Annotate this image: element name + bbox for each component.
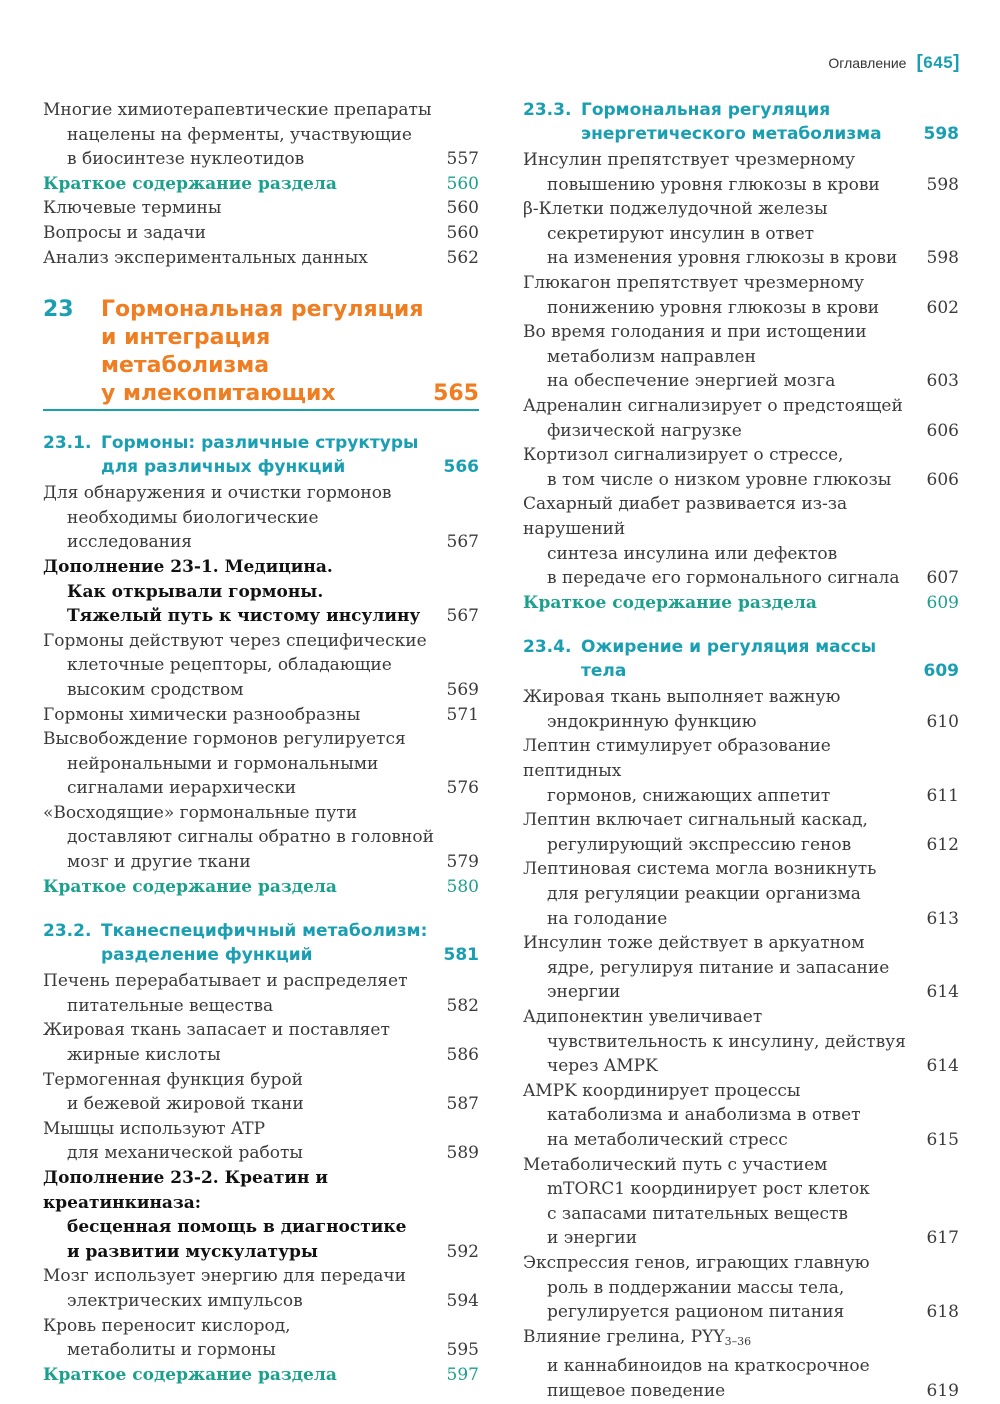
section-heading[interactable] <box>43 919 479 967</box>
toc-entry-line: пищевое поведение <box>547 1380 726 1401</box>
toc-entry-line: Метаболический путь с участием <box>523 1154 828 1175</box>
toc-entry-line: mTORC1 координирует рост клеток <box>547 1179 870 1200</box>
toc-entry-line: Инсулин препятствует чрезмерному <box>523 150 856 170</box>
toc-entry-line: Сахарный диабет развивается из-за нарушений <box>523 494 848 539</box>
toc-entry-line: метаболиты и гормоны <box>67 1340 276 1361</box>
toc-entry-line: ядре, регулируя питание и запасание <box>547 957 890 978</box>
section-title-line: Тканеспецифичный метаболизм: <box>101 921 428 942</box>
toc-entry-line: энергии <box>547 982 621 1003</box>
toc-entry[interactable] <box>43 801 479 875</box>
toc-page-number: 586 <box>446 1045 479 1066</box>
toc-page-number: 582 <box>446 995 479 1016</box>
section-page-number: 598 <box>923 124 959 144</box>
toc-entry-line: и развитии мускулатуры <box>67 1241 318 1262</box>
toc-entry-line: через AMPK <box>547 1056 658 1077</box>
toc-page-number: 562 <box>446 247 479 268</box>
toc-entry-line: гормонов, снижающих аппетит <box>547 785 831 806</box>
toc-entry-line: необходимы биологические исследования <box>67 507 319 553</box>
toc-entry-line: бесценная помощь в диагностике <box>67 1217 407 1238</box>
toc-entry-line: Дополнение 23-1. Медицина. <box>43 556 333 577</box>
toc-entry-line: Экспрессия генов, играющих главную <box>523 1252 870 1273</box>
toc-entry-text: Влияние грелина, PYY <box>523 1326 725 1347</box>
toc-entry[interactable] <box>523 931 959 1005</box>
toc-entry-line: в передаче его гормонального сигнала <box>547 568 900 589</box>
chapter-heading[interactable] <box>43 296 479 411</box>
toc-entry-line: Краткое содержание раздела <box>523 592 817 613</box>
toc-entry-line: Кровь переносит кислород, <box>43 1315 291 1336</box>
toc-entry-line: и бежевой жировой ткани <box>67 1094 304 1115</box>
toc-entry[interactable] <box>523 1251 959 1325</box>
toc-entry[interactable] <box>523 443 959 492</box>
toc-entry[interactable] <box>43 1117 479 1166</box>
toc-entry-line: катаболизма и анаболизма в ответ <box>547 1105 861 1126</box>
section-number: 23.2. <box>43 921 92 942</box>
subscript-text: 3–36 <box>724 1334 752 1348</box>
toc-entry-line: в том числе о низком уровне глюкозы <box>547 469 892 490</box>
toc-entry-line: питательные вещества <box>67 995 274 1016</box>
toc-entry-line: метаболизм направлен <box>547 346 756 367</box>
section-title-line: Ожирение и регуляция массы тела <box>581 637 877 682</box>
toc-entry[interactable] <box>523 808 959 857</box>
toc-entry-line: Инсулин тоже действует в аркуатном <box>523 933 865 954</box>
toc-page-number: 560 <box>446 222 479 243</box>
toc-entry-line: роль в поддержании массы тела, <box>547 1277 845 1298</box>
section-page-number: 566 <box>443 457 479 478</box>
toc-page-number: 603 <box>926 371 959 392</box>
chapter-title-line: Гормональная регуляция <box>101 297 424 323</box>
section-title-line: энергетического метаболизма <box>581 124 882 144</box>
toc-page-number: 613 <box>926 908 959 929</box>
section-number: 23.4. <box>523 637 572 658</box>
toc-page-number: 612 <box>926 834 959 855</box>
toc-entry-line: Во время голодания и при истощении <box>523 322 867 343</box>
toc-entry-line: Мышцы используют ATP <box>43 1118 266 1139</box>
toc-entry-line: Краткое содержание раздела <box>43 1364 337 1385</box>
toc-entry-summary[interactable] <box>43 875 479 900</box>
toc-page-number: 594 <box>446 1290 479 1311</box>
toc-entry-line <box>523 1325 921 1355</box>
toc-right-column <box>523 98 959 1404</box>
running-head <box>828 52 960 74</box>
section-number: 23.1. <box>43 433 92 454</box>
toc-entry-line: и энергии <box>547 1228 638 1249</box>
toc-entry[interactable] <box>43 629 479 703</box>
toc-page-number: 598 <box>926 174 959 195</box>
chapter-title-line: и интеграция метаболизма <box>101 325 271 379</box>
toc-entry-line: Для обнаружения и очистки гормонов <box>43 483 392 504</box>
toc-entry-line: для регуляции реакции организма <box>547 884 861 905</box>
toc-entry-line: в биосинтезе нуклеотидов <box>67 149 305 170</box>
section-title-line: Гормоны: различные структуры <box>101 433 419 454</box>
toc-entry[interactable] <box>43 969 479 1018</box>
toc-entry-box[interactable] <box>43 1166 479 1264</box>
toc-page-number: 617 <box>926 1228 959 1249</box>
toc-entry-line: Жировая ткань выполняет важную <box>523 687 841 708</box>
toc-page-number: 619 <box>926 1380 959 1401</box>
toc-page-number: 610 <box>926 711 959 732</box>
toc-entry-line: нейрональными и гормональными <box>67 753 379 774</box>
toc-entry[interactable] <box>43 481 479 555</box>
toc-entry-line: мозг и другие ткани <box>67 852 251 873</box>
toc-entry[interactable] <box>43 1018 479 1067</box>
toc-entry[interactable] <box>43 1068 479 1117</box>
toc-entry-line: с запасами питательных веществ <box>547 1203 848 1224</box>
toc-page-number: 606 <box>926 469 959 490</box>
toc-entry-line: нацелены на ферменты, участвующие <box>67 124 412 145</box>
section-title-line: разделение функций <box>101 945 313 966</box>
page-number-value: 645 <box>923 53 954 72</box>
toc-page-number: 567 <box>446 606 479 627</box>
toc-entry-line: высоким сродством <box>67 679 244 700</box>
toc-left-column <box>43 98 479 1387</box>
toc-entry-line: β-Клетки поджелудочной железы <box>523 199 828 220</box>
toc-entry[interactable] <box>43 1264 479 1313</box>
section-page-number: 581 <box>443 945 479 966</box>
toc-entry-summary[interactable] <box>43 1363 479 1388</box>
toc-entry-line: Печень перерабатывает и распределяет <box>43 971 408 992</box>
toc-entry[interactable] <box>523 857 959 931</box>
toc-entry-line: и каннабиноидов на краткосрочное <box>547 1356 870 1377</box>
toc-entry[interactable] <box>523 271 959 320</box>
toc-entry[interactable] <box>523 1153 959 1251</box>
toc-entry[interactable] <box>523 1005 959 1079</box>
toc-entry-line: Адипонектин увеличивает <box>523 1007 763 1027</box>
toc-entry-line: Гормоны действуют через специфические <box>43 630 427 651</box>
toc-entry-line: сигналами иерархически <box>67 778 297 799</box>
toc-page-number: 602 <box>926 297 959 318</box>
toc-entry-line: «Восходящие» гормональные пути <box>43 802 358 823</box>
toc-entry-line: на голодание <box>547 908 668 929</box>
toc-entry-line: Краткое содержание раздела <box>43 173 337 194</box>
toc-entry-line: чувствительность к инсулину, действуя <box>547 1031 906 1052</box>
toc-entry-line: Анализ экспериментальных данных <box>43 247 368 268</box>
toc-page-number: 606 <box>926 420 959 441</box>
toc-entry-line: AMPK координирует процессы <box>523 1080 801 1101</box>
toc-page-number: 589 <box>446 1143 479 1164</box>
chapter-number: 23 <box>43 297 74 323</box>
toc-entry-line: Жировая ткань запасает и поставляет <box>43 1020 390 1041</box>
toc-entry[interactable] <box>523 734 959 808</box>
section-heading[interactable] <box>523 635 959 683</box>
toc-page-number: 567 <box>446 532 479 553</box>
toc-entry-line: регулируется рационом питания <box>547 1302 845 1323</box>
toc-page-number: 569 <box>446 679 479 700</box>
toc-entry[interactable] <box>43 727 479 801</box>
toc-entry-line: Лептин стимулирует образование пептидных <box>523 736 831 782</box>
toc-entry[interactable] <box>43 196 479 221</box>
toc-entry-line: Гормоны химически разнообразны <box>43 704 361 725</box>
section-heading[interactable] <box>43 431 479 479</box>
toc-entry-line: на изменения уровня глюкозы в крови <box>547 248 898 269</box>
toc-page-number: 560 <box>446 173 479 194</box>
toc-entry-line: повышению уровня глюкозы в крови <box>547 174 880 195</box>
toc-page-number: 609 <box>926 592 959 613</box>
toc-entry[interactable] <box>523 1079 959 1153</box>
toc-entry-line: Термогенная функция бурой <box>43 1069 303 1090</box>
chapter-title-line: у млекопитающих <box>101 381 336 407</box>
toc-page-number: 592 <box>446 1241 479 1262</box>
toc-entry-summary[interactable] <box>43 172 479 197</box>
toc-entry-line: Ключевые термины <box>43 198 222 219</box>
section-title-line: Гормональная регуляция <box>581 100 831 120</box>
toc-page-number: 560 <box>446 198 479 219</box>
toc-entry-line: секретируют инсулин в ответ <box>547 223 815 244</box>
toc-entry[interactable] <box>43 246 479 271</box>
toc-page-number: 576 <box>446 778 479 799</box>
toc-entry-line: Кортизол сигнализирует о стрессе, <box>523 445 844 466</box>
toc-entry-line: Дополнение 23-2. Креатин и креатинкиназа: <box>43 1168 328 1213</box>
toc-page-number: 587 <box>446 1094 479 1115</box>
toc-page-number: 598 <box>926 248 959 269</box>
toc-page-number: 614 <box>926 982 959 1003</box>
toc-page-number: 618 <box>926 1302 959 1323</box>
toc-page-number: 557 <box>446 149 479 170</box>
toc-entry-line: Краткое содержание раздела <box>43 876 337 897</box>
toc-entry-line: физической нагрузке <box>547 420 742 441</box>
toc-entry[interactable] <box>43 221 479 246</box>
toc-entry-line: на обеспечение энергией мозга <box>547 371 836 392</box>
toc-page-number: 597 <box>446 1364 479 1385</box>
toc-entry[interactable] <box>523 148 959 197</box>
toc-page-number: 595 <box>446 1340 479 1361</box>
toc-entry-line: для механической работы <box>67 1143 303 1164</box>
toc-entry-line: Вопросы и задачи <box>43 222 206 243</box>
toc-entry[interactable] <box>43 703 479 728</box>
toc-entry-line: Лептиновая система могла возникнуть <box>523 859 877 880</box>
toc-entry-line: жирные кислоты <box>67 1045 221 1066</box>
page-number: [645] <box>916 52 960 73</box>
toc-page-number: 611 <box>926 785 959 806</box>
toc-entry-line: регулирующий экспрессию генов <box>547 834 852 855</box>
toc-entry-line: понижению уровня глюкозы в крови <box>547 297 880 318</box>
toc-entry-line: Высвобождение гормонов регулируется <box>43 729 406 750</box>
toc-entry[interactable] <box>523 685 959 734</box>
toc-entry-line: Тяжелый путь к чистому инсулину <box>67 606 421 627</box>
toc-entry-line: Глюкагон препятствует чрезмерному <box>523 272 865 293</box>
toc-entry[interactable] <box>43 98 479 172</box>
toc-entry[interactable] <box>523 1325 959 1404</box>
toc-entry-line: Лептин включает сигнальный каскад, <box>523 810 868 831</box>
toc-page-number: 614 <box>926 1056 959 1077</box>
section-number: 23.3. <box>523 100 572 120</box>
toc-entry-summary[interactable] <box>523 591 959 616</box>
section-title-line: для различных функций <box>101 457 346 478</box>
toc-entry-line: на метаболический стресс <box>547 1129 788 1150</box>
toc-page-number: 580 <box>446 876 479 897</box>
toc-entry-line: Адреналин сигнализирует о предстоящей <box>523 395 903 416</box>
running-head-label: Оглавление <box>828 55 907 71</box>
toc-page-number: 615 <box>926 1129 959 1150</box>
toc-entry[interactable] <box>523 197 959 271</box>
toc-entry[interactable] <box>43 1314 479 1363</box>
toc-entry-line: эндокринную функцию <box>547 711 757 732</box>
section-page-number: 609 <box>923 661 959 682</box>
toc-entry[interactable] <box>523 492 959 590</box>
toc-entry-line: доставляют сигналы обратно в головной <box>67 827 434 848</box>
toc-entry-line: Как открывали гормоны. <box>67 581 324 602</box>
toc-entry-line: клеточные рецепторы, обладающие <box>67 655 392 676</box>
toc-entry-line: электрических импульсов <box>67 1290 303 1311</box>
chapter-page-number: 565 <box>433 381 479 407</box>
toc-page-number: 607 <box>926 568 959 589</box>
toc-entry-line: Мозг использует энергию для передачи <box>43 1266 406 1287</box>
section-heading[interactable] <box>523 98 959 146</box>
toc-entry-line: синтеза инсулина или дефектов <box>547 543 838 564</box>
toc-entry[interactable] <box>523 320 959 394</box>
toc-page-number: 571 <box>446 704 479 725</box>
toc-page-number: 579 <box>446 852 479 873</box>
toc-entry-box[interactable] <box>43 555 479 629</box>
toc-entry-line: Многие химиотерапевтические препараты <box>43 100 432 120</box>
toc-entry[interactable] <box>523 394 959 443</box>
